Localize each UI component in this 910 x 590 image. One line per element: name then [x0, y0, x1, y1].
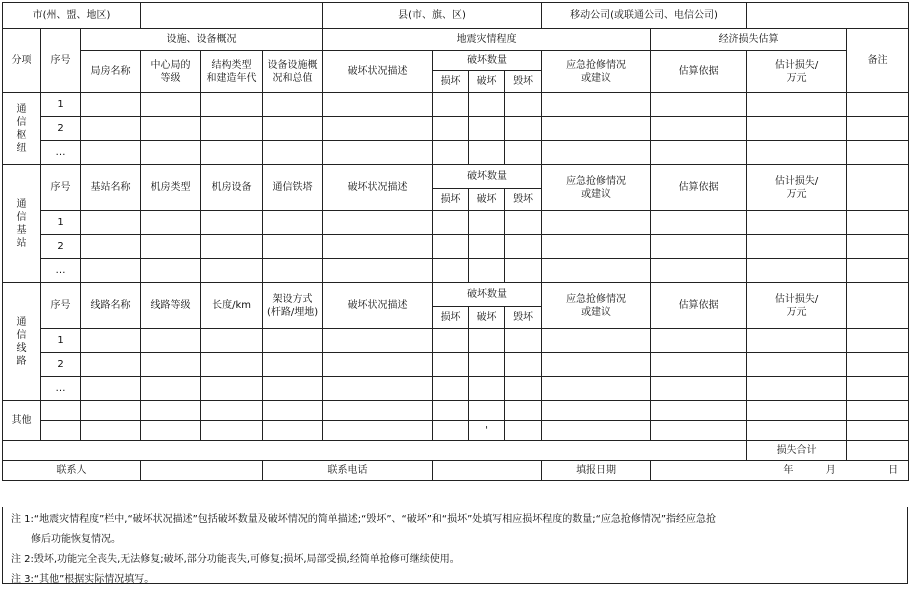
damage-count-header: 破坏数量: [433, 283, 542, 307]
emergency-header: 应急抢修情况 或建议: [542, 283, 651, 329]
other-category-label: 其他: [3, 401, 41, 441]
hub-col3-header: 结构类型 和建造年代: [201, 51, 263, 93]
hui-header: 毁坏: [505, 189, 542, 211]
emergency-header: 应急抢修情况 或建议: [542, 51, 651, 93]
po-header: 破坏: [469, 307, 505, 329]
seq-cell: 2: [41, 235, 81, 259]
damage-desc-header: 破坏状况描述: [323, 51, 433, 93]
category-header: 分项: [3, 29, 41, 93]
basis-header: 估算依据: [651, 51, 747, 93]
remark-cell[interactable]: [847, 283, 909, 329]
loss-header: 估计损失/ 万元: [747, 283, 847, 329]
hui-header: 毁坏: [505, 71, 542, 93]
table-row: [3, 141, 909, 165]
total-label: 损失合计: [747, 441, 847, 461]
seq-cell: 1: [41, 329, 81, 353]
year-label: 年: [783, 465, 794, 476]
line-col1-header: 线路名称: [81, 283, 141, 329]
footer-row: [3, 461, 909, 481]
stray-mark: ': [469, 421, 505, 441]
seq-cell: …: [41, 259, 81, 283]
po-header: 破坏: [469, 71, 505, 93]
sun-header: 损坏: [433, 71, 469, 93]
seq-cell: …: [41, 141, 81, 165]
table-row: [3, 117, 909, 141]
line-category-label: 通 信 线 路: [3, 283, 41, 401]
table-row: [3, 235, 909, 259]
hub-col2-header: 中心局的 等级: [141, 51, 201, 93]
table-row: [3, 329, 909, 353]
remark-cell[interactable]: [847, 165, 909, 211]
line-col2-header: 线路等级: [141, 283, 201, 329]
sun-header: 损坏: [433, 189, 469, 211]
company-field[interactable]: [747, 3, 909, 29]
hub-header-row2: [3, 51, 909, 71]
seq-header: 序号: [41, 283, 81, 329]
hub-category-label: 通 信 枢 纽: [3, 93, 41, 165]
other-row2: [3, 421, 909, 441]
hui-header: 毁坏: [505, 307, 542, 329]
damage-desc-header: 破坏状况描述: [323, 165, 433, 211]
facility-group-header: 设施、设备概况: [81, 29, 323, 51]
disaster-group-header: 地震灾情程度: [323, 29, 651, 51]
station-col4-header: 通信铁塔: [263, 165, 323, 211]
line-header-row1: [3, 283, 909, 307]
note-3: 注 3:“其他”根据实际情况填写。: [11, 574, 155, 585]
notes-section: [2, 507, 908, 584]
economic-group-header: 经济损失估算: [651, 29, 847, 51]
seq-header: 序号: [41, 165, 81, 211]
remark-header: 备注: [847, 29, 909, 93]
total-row: [3, 441, 909, 461]
table-row: [3, 259, 909, 283]
contact-label: 联系人: [3, 461, 141, 481]
damage-desc-header: 破坏状况描述: [323, 283, 433, 329]
seq-cell: 2: [41, 117, 81, 141]
header-row: [3, 3, 909, 29]
po-header: 破坏: [469, 189, 505, 211]
line-col3-header: 长度/km: [201, 283, 263, 329]
table-row: [3, 93, 909, 117]
station-col3-header: 机房设备: [201, 165, 263, 211]
line-col4-header: 架设方式 (杆路/埋地): [263, 283, 323, 329]
seq-header: 序号: [41, 29, 81, 93]
seq-cell: 1: [41, 93, 81, 117]
seq-cell: 2: [41, 353, 81, 377]
note-1-continued: 修后功能恢复情况。: [31, 534, 121, 545]
basis-header: 估算依据: [651, 165, 747, 211]
date-label: 填报日期: [542, 461, 651, 481]
station-category-label: 通 信 基 站: [3, 165, 41, 283]
total-value[interactable]: [847, 441, 909, 461]
emergency-header: 应急抢修情况 或建议: [542, 165, 651, 211]
city-field[interactable]: [141, 3, 323, 29]
county-label: 县(市、旗、区): [323, 3, 542, 29]
note-1: 注 1:“地震灾情程度”栏中,“破坏状况描述”包括破坏数量及破坏情况的简单描述;“毁坏”、“破坏”和“损坏”处填写相应损坏程度的数量;“应急抢修情况”指经应急抢: [11, 514, 716, 525]
loss-header: 估计损失/ 万元: [747, 51, 847, 93]
seq-cell: 1: [41, 211, 81, 235]
note-2: 注 2:毁坏,功能完全丧失,无法修复;破坏,部分功能丧失,可修复;损坏,局部受损,经简单抢修可继续使用。: [11, 554, 460, 565]
day-label: 日: [888, 465, 899, 476]
station-header-row1: [3, 165, 909, 189]
station-col2-header: 机房类型: [141, 165, 201, 211]
city-label: 市(州、盟、地区): [3, 3, 141, 29]
contact-field[interactable]: [141, 461, 263, 481]
table-row: [3, 377, 909, 401]
phone-label: 联系电话: [263, 461, 433, 481]
basis-header: 估算依据: [651, 283, 747, 329]
loss-header: 估计损失/ 万元: [747, 165, 847, 211]
hub-header-row1: [3, 29, 909, 51]
date-field[interactable]: [651, 461, 909, 481]
other-row1: [3, 401, 909, 421]
company-label: 移动公司(或联通公司、电信公司): [542, 3, 747, 29]
month-label: 月: [825, 465, 836, 476]
seq-cell: …: [41, 377, 81, 401]
hub-col4-header: 设备设施概 况和总值: [263, 51, 323, 93]
phone-field[interactable]: [433, 461, 542, 481]
station-col1-header: 基站名称: [81, 165, 141, 211]
damage-count-header: 破坏数量: [433, 165, 542, 189]
damage-report-table: [2, 2, 909, 481]
damage-count-header: 破坏数量: [433, 51, 542, 71]
hub-col1-header: 局房名称: [81, 51, 141, 93]
table-row: [3, 353, 909, 377]
table-row: [3, 211, 909, 235]
sun-header: 损坏: [433, 307, 469, 329]
